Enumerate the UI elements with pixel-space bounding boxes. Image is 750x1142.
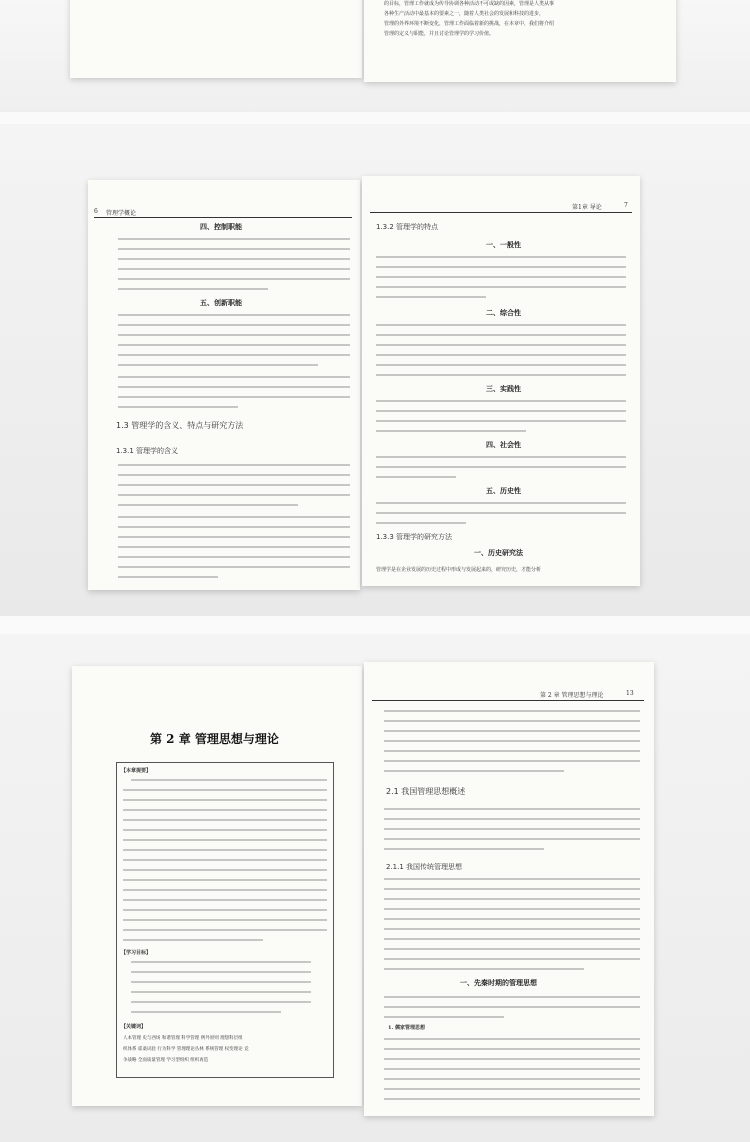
text-line <box>384 838 640 840</box>
heading-sociality: 四、社会性 <box>486 440 521 449</box>
text-line <box>118 576 218 578</box>
text-line <box>118 474 350 476</box>
spread1-line-4: 管理的定义与职能，并且讨论管理学的学习价值。 <box>384 31 495 37</box>
heading-historicity: 五、历史性 <box>486 486 521 495</box>
text-line <box>118 546 350 548</box>
text-line <box>376 502 626 504</box>
text-line <box>123 859 327 861</box>
text-line <box>384 818 640 820</box>
summary-box <box>116 762 334 1078</box>
text-line <box>118 556 350 558</box>
text-line <box>376 430 526 432</box>
text-line <box>118 376 350 378</box>
text-line <box>384 770 564 772</box>
text-line <box>118 344 350 346</box>
keywords-line-1: 人本管理 史与西场 和谐管理 科学管理 例外原则 理想科层组 <box>123 1036 243 1041</box>
text-line <box>376 344 626 346</box>
spread1-line-3: 管理的外界环境不断变化，管理工作面临着新的挑战，在本章中，我们将介绍 <box>384 21 555 27</box>
text-line <box>118 406 238 408</box>
keywords-line-3: 争战略 全面质量管理 学习型组织 组织再造 <box>123 1058 209 1063</box>
text-line <box>118 324 350 326</box>
text-line <box>384 918 640 920</box>
text-line <box>118 314 350 316</box>
separator-2 <box>0 616 750 634</box>
text-line <box>123 899 327 901</box>
text-line <box>118 504 298 506</box>
text-line <box>376 410 626 412</box>
spread1-right-page <box>364 0 676 82</box>
text-line <box>118 268 350 270</box>
text-line <box>118 364 318 366</box>
spread3-right-page <box>364 662 654 1116</box>
subheading-confucian: 1. 儒家管理思想 <box>388 1025 425 1031</box>
text-line <box>384 808 640 810</box>
text-line <box>123 829 327 831</box>
text-line <box>123 839 327 841</box>
right-running-head-2: 第 2 章 管理思想与理论 <box>540 692 604 699</box>
goal-label: 【学习目标】 <box>121 950 152 956</box>
text-line <box>123 889 327 891</box>
section-1-3-2: 1.3.2 管理学的特点 <box>376 223 439 231</box>
text-line <box>384 720 640 722</box>
text-line <box>384 968 584 970</box>
text-line <box>118 354 350 356</box>
right-head-rule-2 <box>372 700 644 701</box>
spread2-right-page <box>362 176 640 586</box>
chapter-title: 第 2 章 管理思想与理论 <box>150 732 279 746</box>
text-line <box>118 396 350 398</box>
heading-practicality: 三、实践性 <box>486 384 521 393</box>
text-line <box>118 484 350 486</box>
text-line <box>376 364 626 366</box>
summary-label: 【本章提要】 <box>121 768 152 774</box>
text-line <box>118 536 350 538</box>
text-line <box>131 1011 281 1013</box>
text-line <box>384 898 640 900</box>
text-line <box>384 1098 640 1100</box>
section-1-3-1: 1.3.1 管理学的含义 <box>116 447 179 455</box>
text-line <box>123 809 327 811</box>
text-line <box>118 464 350 466</box>
text-line <box>123 879 327 881</box>
text-line <box>123 939 263 941</box>
text-line <box>118 248 350 250</box>
right-head-rule <box>370 212 632 213</box>
text-line <box>384 1048 640 1050</box>
spread1-left-page <box>70 0 362 78</box>
heading-comprehensive: 二、综合性 <box>486 308 521 317</box>
text-line <box>376 512 626 514</box>
text-line <box>384 740 640 742</box>
text-line <box>118 566 350 568</box>
text-line <box>123 869 327 871</box>
heading-generality: 一、一般性 <box>486 240 521 249</box>
right-page-number-2: 13 <box>626 690 634 697</box>
text-line <box>384 730 640 732</box>
text-line <box>123 789 327 791</box>
left-page-number: 6 <box>94 208 98 215</box>
text-line <box>376 286 626 288</box>
right-running-head: 第1章 导论 <box>572 204 602 211</box>
text-line <box>384 750 640 752</box>
text-line <box>376 522 466 524</box>
heading-historical-method: 一、历史研究法 <box>474 548 523 557</box>
text-line <box>376 324 626 326</box>
text-line <box>131 991 311 993</box>
heading-innovation: 五、创新职能 <box>200 298 242 307</box>
text-line <box>131 779 327 781</box>
spread1-line-2: 各种生产活动中最基本的要素之一，随着人类社会的发展和科技的进步， <box>384 11 545 17</box>
text-line <box>376 466 626 468</box>
section-2-1: 2.1 我国管理思想概述 <box>386 787 466 796</box>
text-line <box>376 296 486 298</box>
keywords-label: 【关键词】 <box>121 1024 147 1030</box>
spread3-left-page <box>72 666 362 1106</box>
right-page-number: 7 <box>624 202 628 209</box>
keywords-line-2: 织体系 霍桑试验 行为科学 管理理论丛林 系统管理 权变理论 竞 <box>123 1047 249 1052</box>
text-line <box>384 848 544 850</box>
text-line <box>384 1058 640 1060</box>
text-line <box>376 374 626 376</box>
text-line <box>384 908 640 910</box>
text-line <box>384 948 640 950</box>
text-line <box>384 1006 640 1008</box>
text-line <box>384 828 640 830</box>
text-line <box>384 1088 640 1090</box>
text-line <box>376 354 626 356</box>
text-line <box>118 526 350 528</box>
text-line <box>131 1001 311 1003</box>
text-line <box>123 909 327 911</box>
text-line <box>123 819 327 821</box>
text-line <box>131 961 311 963</box>
section-2-1-1: 2.1.1 我国传统管理思想 <box>386 863 463 871</box>
text-line <box>384 958 640 960</box>
heading-control: 四、控制职能 <box>200 222 242 231</box>
left-head-rule <box>94 217 352 218</box>
text-line <box>118 258 350 260</box>
text-line <box>123 929 327 931</box>
last-line: 管理学是在企业发展的历史过程中形成与发展起来的，研究历史，才能分析 <box>376 567 542 573</box>
text-line <box>118 386 350 388</box>
text-line <box>118 516 350 518</box>
text-line <box>118 278 350 280</box>
text-line <box>376 476 456 478</box>
text-line <box>118 238 350 240</box>
left-running-head: 管理学概论 <box>106 210 137 217</box>
text-line <box>376 276 626 278</box>
text-line <box>384 996 640 998</box>
text-line <box>123 919 327 921</box>
section-1-3-3: 1.3.3 管理学的研究方法 <box>376 533 453 541</box>
text-line <box>384 710 640 712</box>
text-line <box>384 1038 640 1040</box>
text-line <box>376 420 626 422</box>
text-line <box>384 760 640 762</box>
text-line <box>384 1016 504 1018</box>
text-line <box>118 288 268 290</box>
text-line <box>384 938 640 940</box>
text-line <box>118 494 350 496</box>
text-line <box>131 971 311 973</box>
text-line <box>123 799 327 801</box>
text-line <box>131 981 311 983</box>
text-line <box>376 400 626 402</box>
text-line <box>376 456 626 458</box>
text-line <box>384 878 640 880</box>
section-1-3: 1.3 管理学的含义、特点与研究方法 <box>116 421 244 430</box>
text-line <box>376 256 626 258</box>
heading-preqin: 一、先秦时期的管理思想 <box>460 978 537 987</box>
separator-1 <box>0 112 750 124</box>
text-line <box>118 334 350 336</box>
spread1-line-1: 的目标，管理工作就成为传导协调各种活动不可或缺的因素，管理是人类从事 <box>384 1 555 7</box>
text-line <box>384 928 640 930</box>
text-line <box>384 888 640 890</box>
text-line <box>376 266 626 268</box>
text-line <box>384 1068 640 1070</box>
spread2-left-page <box>88 180 360 590</box>
text-line <box>384 1078 640 1080</box>
text-line <box>123 849 327 851</box>
text-line <box>376 334 626 336</box>
